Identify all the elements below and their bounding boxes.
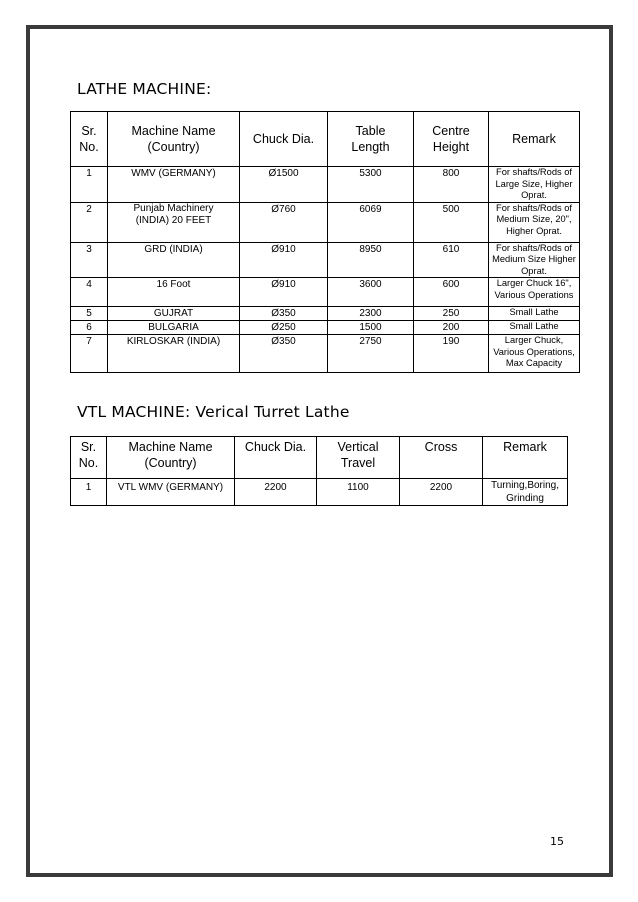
cell-sr: 5 xyxy=(71,307,108,321)
cell-machine-name: VTL WMV (GERMANY) xyxy=(107,479,235,506)
vtl-table xyxy=(70,436,568,506)
table-row xyxy=(71,335,580,373)
cell-sr: 6 xyxy=(71,321,108,335)
cell-centre-height: 200 xyxy=(414,321,489,335)
cell-machine-name: GRD (INDIA) xyxy=(108,242,240,278)
table-row xyxy=(71,242,580,278)
cell-centre-height: 500 xyxy=(414,202,489,242)
cell-remark: For shafts/Rods of Large Size, Higher Oprat. xyxy=(489,167,580,203)
header-machine-name: Machine Name (Country) xyxy=(108,112,240,167)
cell-table-length: 2750 xyxy=(328,335,414,373)
header-chuck-dia: Chuck Dia. xyxy=(235,437,317,479)
cell-centre-height: 600 xyxy=(414,278,489,307)
cell-chuck-dia: Ø910 xyxy=(240,278,328,307)
header-machine-name: Machine Name (Country) xyxy=(107,437,235,479)
cell-chuck-dia: 2200 xyxy=(235,479,317,506)
cell-centre-height: 190 xyxy=(414,335,489,373)
table-row xyxy=(71,167,580,203)
cell-remark: For shafts/Rods of Medium Size, 20", Higher Oprat. xyxy=(489,202,580,242)
cell-table-length: 6069 xyxy=(328,202,414,242)
cell-table-length: 2300 xyxy=(328,307,414,321)
vtl-heading: VTL MACHINE: Verical Turret Lathe xyxy=(77,403,350,421)
cell-sr: 7 xyxy=(71,335,108,373)
cell-centre-height: 250 xyxy=(414,307,489,321)
cell-remark: Larger Chuck, Various Operations, Max Capacity xyxy=(489,335,580,373)
cell-sr: 4 xyxy=(71,278,108,307)
cell-chuck-dia: Ø350 xyxy=(240,307,328,321)
cell-sr: 3 xyxy=(71,242,108,278)
cell-machine-name: Punjab Machinery (INDIA) 20 FEET xyxy=(108,202,240,242)
cell-remark: Larger Chuck 16", Various Operations xyxy=(489,278,580,307)
header-centre-height: Centre Height xyxy=(414,112,489,167)
cell-table-length: 5300 xyxy=(328,167,414,203)
cell-chuck-dia: Ø760 xyxy=(240,202,328,242)
header-sr: Sr. No. xyxy=(71,112,108,167)
header-sr: Sr. No. xyxy=(71,437,107,479)
table-row xyxy=(71,307,580,321)
cell-chuck-dia: Ø1500 xyxy=(240,167,328,203)
cell-table-length: 8950 xyxy=(328,242,414,278)
cell-vertical-travel: 1100 xyxy=(317,479,400,506)
vtl-header-row xyxy=(71,437,568,479)
header-table-length: Table Length xyxy=(328,112,414,167)
cell-machine-name: WMV (GERMANY) xyxy=(108,167,240,203)
cell-remark: Small Lathe xyxy=(489,321,580,335)
cell-table-length: 3600 xyxy=(328,278,414,307)
header-remark: Remark xyxy=(483,437,568,479)
table-row xyxy=(71,202,580,242)
cell-machine-name: KIRLOSKAR (INDIA) xyxy=(108,335,240,373)
lathe-header-row xyxy=(71,112,580,167)
lathe-heading: LATHE MACHINE: xyxy=(77,80,212,98)
cell-sr: 1 xyxy=(71,167,108,203)
cell-centre-height: 800 xyxy=(414,167,489,203)
cell-machine-name: BULGARIA xyxy=(108,321,240,335)
table-row xyxy=(71,321,580,335)
header-remark: Remark xyxy=(489,112,580,167)
header-cross: Cross xyxy=(400,437,483,479)
lathe-table xyxy=(70,111,580,373)
cell-cross: 2200 xyxy=(400,479,483,506)
cell-centre-height: 610 xyxy=(414,242,489,278)
cell-chuck-dia: Ø350 xyxy=(240,335,328,373)
cell-chuck-dia: Ø250 xyxy=(240,321,328,335)
page-number: 15 xyxy=(550,835,564,848)
cell-sr: 1 xyxy=(71,479,107,506)
cell-machine-name: GUJRAT xyxy=(108,307,240,321)
cell-remark: For shafts/Rods of Medium Size Higher Oprat. xyxy=(489,242,580,278)
cell-machine-name: 16 Foot xyxy=(108,278,240,307)
header-vertical-travel: Vertical Travel xyxy=(317,437,400,479)
cell-table-length: 1500 xyxy=(328,321,414,335)
header-chuck-dia: Chuck Dia. xyxy=(240,112,328,167)
cell-chuck-dia: Ø910 xyxy=(240,242,328,278)
table-row xyxy=(71,278,580,307)
cell-remark: Turning,Boring, Grinding xyxy=(483,479,568,506)
table-row xyxy=(71,479,568,506)
cell-remark: Small Lathe xyxy=(489,307,580,321)
cell-sr: 2 xyxy=(71,202,108,242)
